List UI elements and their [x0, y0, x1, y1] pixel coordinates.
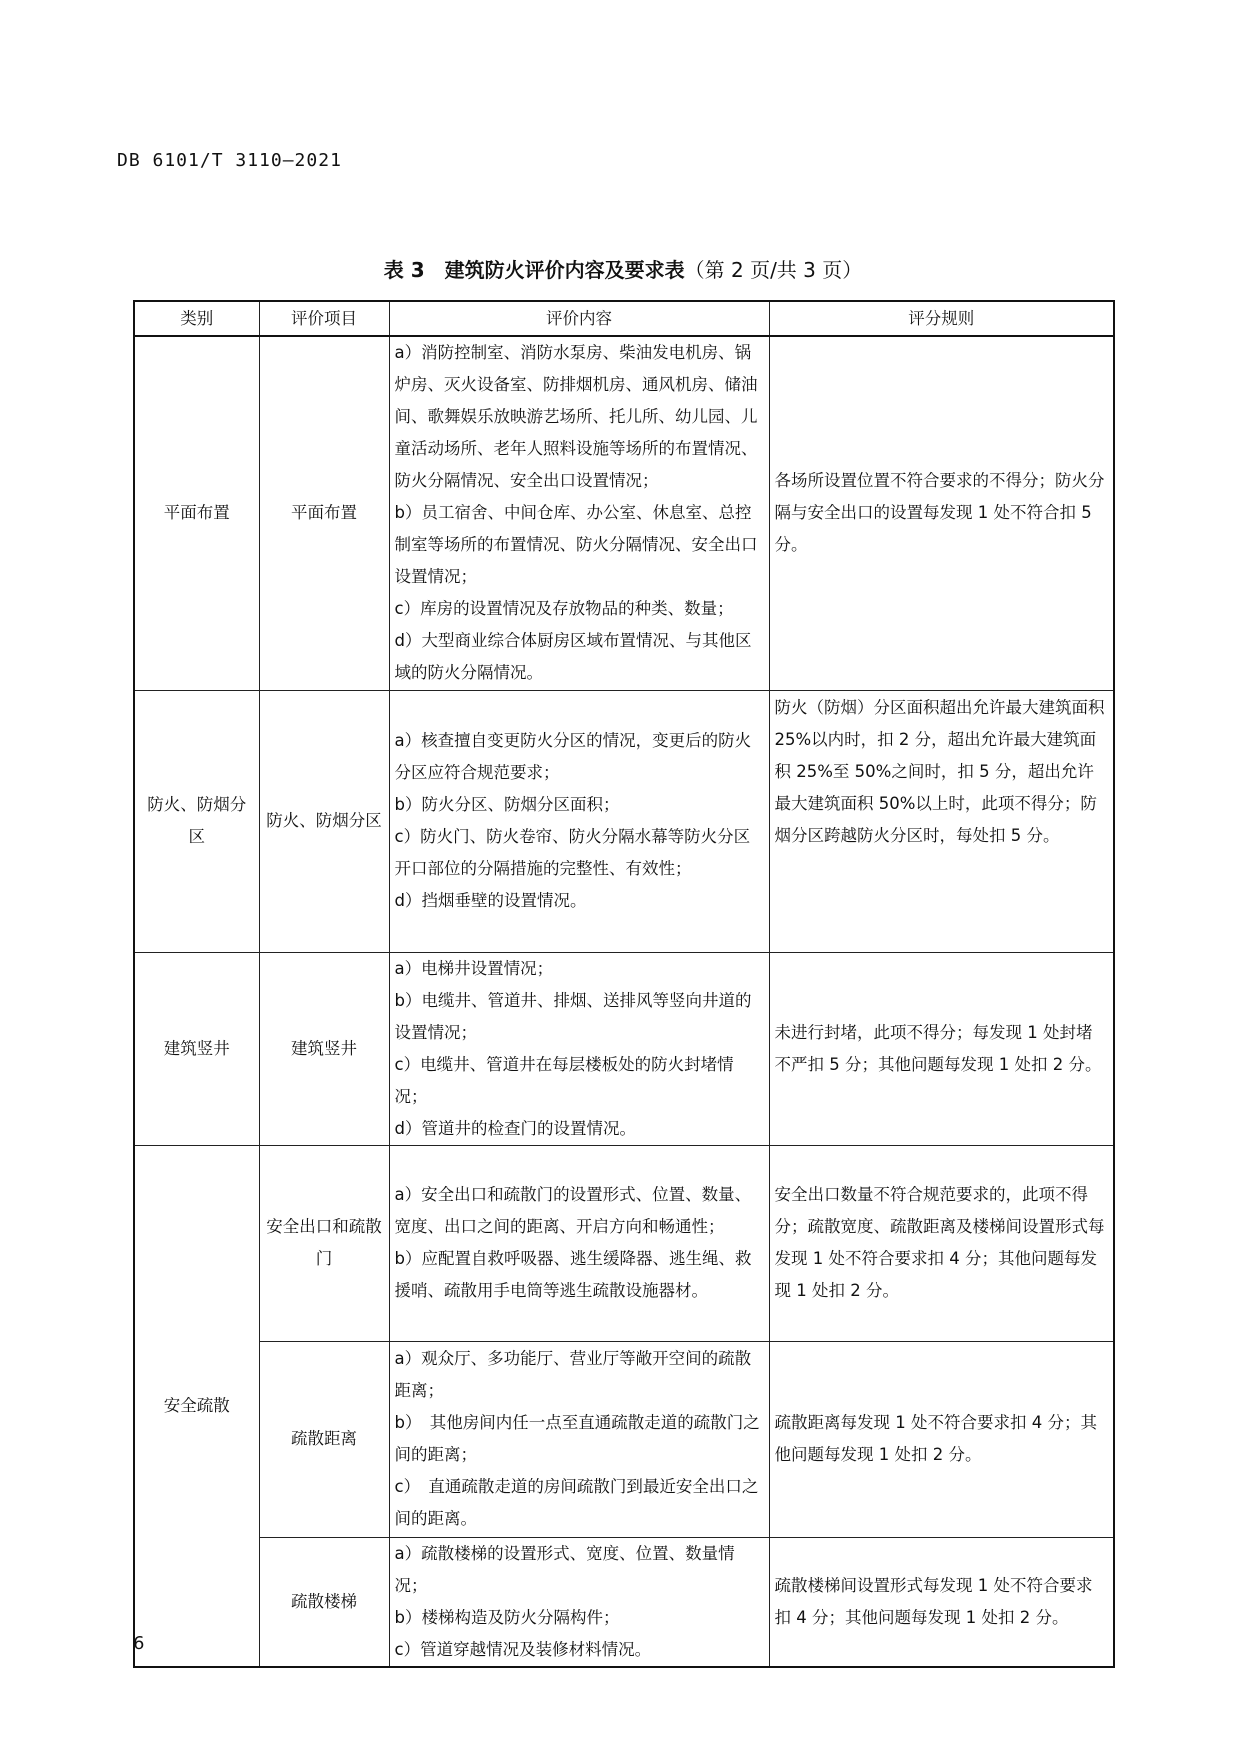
table-row	[134, 690, 1114, 952]
content-cell	[389, 1341, 769, 1537]
content-line: c） 直通疏散走道的房间疏散门到最近安全出口之间的距离。	[394, 1477, 759, 1528]
column-header-rules: 评分规则	[769, 301, 1114, 336]
rules-cell: 安全出口数量不符合规范要求的，此项不得分；疏散宽度、疏散距离及楼梯间设置形式每发现 1 处不符合要求扣 4 分；其他问题每发现 1 处扣 2 分。	[769, 1145, 1114, 1341]
item-cell: 建筑竖井	[259, 952, 389, 1145]
column-header-content: 评价内容	[389, 301, 769, 336]
content-line: b）应配置自救呼吸器、逃生缓降器、逃生绳、救援哨、疏散用手电筒等逃生疏散设施器材。	[394, 1249, 752, 1300]
rules-cell: 疏散楼梯间设置形式每发现 1 处不符合要求扣 4 分；其他问题每发现 1 处扣 2 分。	[769, 1537, 1114, 1667]
table-title-page-info: （第 2 页/共 3 页）	[684, 258, 863, 282]
column-header-category: 类别	[134, 301, 259, 336]
rules-cell: 未进行封堵，此项不得分；每发现 1 处封堵不严扣 5 分；其他问题每发现 1 处扣 2 分。	[769, 952, 1114, 1145]
content-line: d）管道井的检查门的设置情况。	[394, 1118, 636, 1138]
table-title-main: 表 3 建筑防火评价内容及要求表	[383, 258, 685, 282]
content-line: b）楼梯构造及防火分隔构件；	[394, 1607, 620, 1627]
category-cell: 防火、防烟分区	[134, 690, 259, 952]
table-row	[134, 336, 1114, 690]
category-cell: 安全疏散	[134, 1145, 259, 1667]
content-line: a）观众厅、多功能厅、营业厅等敞开空间的疏散距离；	[394, 1349, 752, 1400]
content-line: c）防火门、防火卷帘、防火分隔水幕等防火分区开口部位的分隔措施的完整性、有效性；	[394, 827, 751, 878]
content-cell	[389, 1145, 769, 1341]
column-header-item: 评价项目	[259, 301, 389, 336]
document-code: DB 6101/T 3110—2021	[117, 150, 342, 171]
content-line: d）大型商业综合体厨房区域布置情况、与其他区域的防火分隔情况。	[394, 631, 752, 683]
content-cell	[389, 336, 769, 690]
content-line: b）电缆井、管道井、排烟、送排风等竖向井道的设置情况；	[394, 990, 752, 1042]
content-cell	[389, 1537, 769, 1667]
content-line: b）员工宿舍、中间仓库、办公室、休息室、总控制室等场所的布置情况、防火分隔情况、安全出口设置情况；	[394, 503, 758, 587]
content-line: a）疏散楼梯的设置形式、宽度、位置、数量情况；	[394, 1543, 735, 1595]
item-cell: 疏散楼梯	[259, 1537, 389, 1667]
table-row	[134, 1537, 1114, 1667]
item-cell: 防火、防烟分区	[259, 690, 389, 952]
rules-cell: 各场所设置位置不符合要求的不得分；防火分隔与安全出口的设置每发现 1 处不符合扣 5 分。	[769, 336, 1114, 690]
content-line: d）挡烟垂壁的设置情况。	[394, 891, 587, 910]
page-number: 6	[133, 1633, 145, 1654]
content-line: a）消防控制室、消防水泵房、柴油发电机房、锅炉房、灭火设备室、防排烟机房、通风机房、储油间、歌舞娱乐放映游艺场所、托儿所、幼儿园、儿童活动场所、老年人照料设施等场所的布置情况、防火分隔情况、安全出口设置情况；	[394, 343, 758, 491]
item-cell: 平面布置	[259, 336, 389, 690]
content-cell	[389, 952, 769, 1145]
category-cell: 建筑竖井	[134, 952, 259, 1145]
content-line: c）库房的设置情况及存放物品的种类、数量；	[394, 599, 734, 619]
content-line: b） 其他房间内任一点至直通疏散走道的疏散门之间的距离；	[394, 1413, 760, 1464]
content-cell	[389, 690, 769, 952]
content-line: c）管道穿越情况及装修材料情况。	[394, 1639, 652, 1659]
table-title	[133, 254, 1113, 283]
item-cell: 安全出口和疏散门	[259, 1145, 389, 1341]
rules-cell: 防火（防烟）分区面积超出允许最大建筑面积 25%以内时，扣 2 分，超出允许最大建筑面积 25%至 50%之间时，扣 5 分，超出允许最大建筑面积 50%以上时，此项不得分；防烟分区跨越防火分区时，每处扣 5 分。	[769, 690, 1114, 952]
table-row	[134, 952, 1114, 1145]
content-line: a）电梯井设置情况；	[394, 958, 554, 978]
content-line: a）安全出口和疏散门的设置形式、位置、数量、宽度、出口之间的距离、开启方向和畅通性；	[394, 1185, 752, 1236]
category-cell: 平面布置	[134, 336, 259, 690]
table-row	[134, 1341, 1114, 1537]
content-line: b）防火分区、防烟分区面积；	[394, 795, 620, 814]
item-cell: 疏散距离	[259, 1341, 389, 1537]
table-row	[134, 1145, 1114, 1341]
content-line: a）核查擅自变更防火分区的情况，变更后的防火分区应符合规范要求；	[394, 731, 752, 782]
content-line: c）电缆井、管道井在每层楼板处的防火封堵情况；	[394, 1054, 734, 1106]
table-header-row	[134, 301, 1114, 336]
rules-cell: 疏散距离每发现 1 处不符合要求扣 4 分；其他问题每发现 1 处扣 2 分。	[769, 1341, 1114, 1537]
evaluation-table	[133, 300, 1115, 1668]
